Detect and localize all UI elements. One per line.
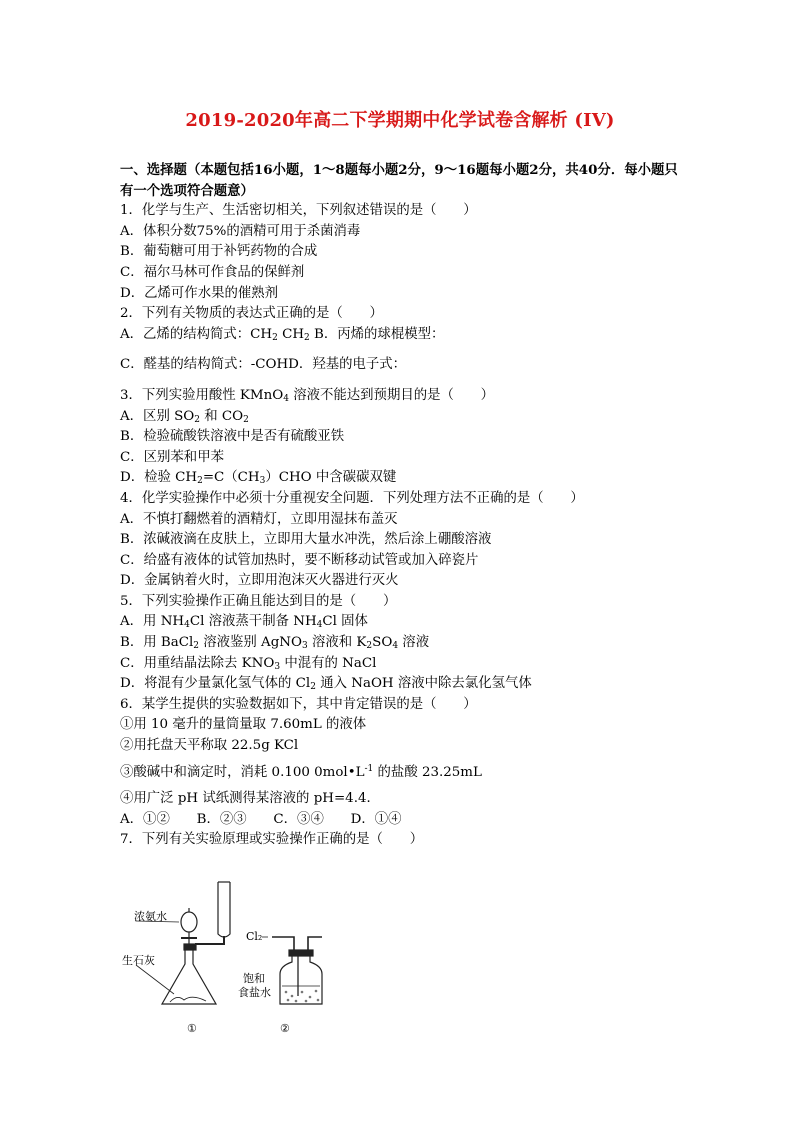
q6-options: A．①② B．②③ C．③④ D．①④ (120, 811, 402, 827)
q7-stem: 7．下列有关实验原理或实验操作正确的是（ ） (120, 832, 424, 848)
q1-option-a: A．体积分数75%的酒精可用于杀菌消毒 (120, 223, 361, 239)
label-apparatus-2: ② (280, 1022, 290, 1035)
q1-stem: 1．化学与生产、生活密切相关，下列叙述错误的是（ ） (120, 203, 477, 219)
label-brine-2: 食盐水 (238, 986, 271, 999)
q3-option-b: B．检验硫酸铁溶液中是否有硫酸亚铁 (120, 429, 345, 445)
q1-option-c: C．福尔马林可作食品的保鲜剂 (120, 264, 305, 280)
delivery-tube (195, 936, 224, 944)
q6-stem: 6．某学生提供的实验数据如下，其中肯定错误的是（ ） (120, 696, 477, 712)
q3-option-a: A．区别 $SO_2$ 和 $CO_2$ (120, 408, 249, 425)
q1-option-b: B．葡萄糖可用于补钙药物的合成 (120, 244, 318, 260)
wash-bottle (280, 956, 322, 1004)
q5-stem: 5．下列实验操作正确且能达到目的是（ ） (120, 593, 397, 609)
section-header: 一、选择题（本题包括16小题，1～8题每小题2分，9～16题每小题2分，共40分．每小题只有一个选项符合题意） (120, 162, 678, 199)
q6-item-2: ②用托盘天平称取 22.5g KCl (120, 738, 299, 754)
q4-option-b: B．浓碱液滴在皮肤上，立即用大量水冲洗，然后涂上硼酸溶液 (120, 532, 492, 548)
q2-option-cd: C．醛基的结构简式：-COHD．羟基的电子式： (120, 357, 407, 373)
q6-item-3: ③酸碱中和滴定时，消耗 0.100 $0mol•L^{-1}$ 的盐酸 23.25mL (120, 763, 482, 780)
page-title: 2019-2020年高二下学期期中化学试卷含解析 (IV) (185, 110, 615, 131)
q2-stem: 2．下列有关物质的表达式正确的是（ ） (120, 306, 383, 322)
q4-option-d: D．金属钠着火时，立即用泡沫灭火器进行灭火 (120, 573, 399, 589)
test-tube-inverted (218, 882, 230, 937)
q6-item-1: ①用 10 毫升的量筒量取 7.60mL 的液体 (120, 717, 367, 733)
q4-option-a: A．不慎打翻燃着的酒精灯，立即用湿抹布盖灭 (120, 511, 398, 527)
label-brine-1: 饱和 (243, 972, 265, 985)
q3-option-d: D．检验 $CH_2=C(CH_3)CHO$ 中含碳碳双键 (120, 470, 397, 487)
question-content (120, 160, 690, 851)
q4-stem: 4．化学实验操作中必须十分重视安全问题．下列处理方法不正确的是（ ） (120, 490, 584, 506)
separatory-funnel (181, 912, 197, 932)
q5-option-c: C．用重结晶法除去 $KNO_3$ 中混有的 NaCl (120, 655, 377, 672)
conical-flask (162, 950, 216, 1004)
q5-option-d: D．将混有少量氯化氢气体的 $Cl_2$ 通入 NaOH 溶液中除去氯化氢气体 (120, 676, 532, 693)
q4-option-c: C．给盛有液体的试管加热时，要不断移动试管或加入碎瓷片 (120, 552, 479, 568)
label-ammonia: 浓氨水 (134, 910, 167, 923)
q2-option-ab: A．乙烯的结构简式：$CH_2$ $CH_2$ B．丙烯的球棍模型： (120, 326, 445, 343)
label-apparatus-1: ① (187, 1022, 197, 1035)
q3-option-c: C．区别苯和甲苯 (120, 449, 224, 465)
q5-option-a: A．用 $NH_4Cl$ 溶液蒸干制备 $NH_4Cl$ 固体 (120, 614, 368, 631)
q6-item-4: ④用广泛 pH 试纸测得某溶液的 pH=4.4． (120, 791, 380, 807)
label-cl2: Cl₂ (246, 930, 263, 943)
apparatus-figure (122, 880, 342, 1040)
q1-option-d: D．乙烯可作水果的催熟剂 (120, 285, 279, 301)
q3-stem: 3．下列实验用酸性 KMnO$_4$ 溶液不能达到预期目的是（ ） (120, 387, 495, 404)
label-lime: 生石灰 (122, 954, 155, 967)
q5-option-b: B．用 BaCl$_2$ 溶液鉴别 AgNO$_3$ 溶液和 $K_2SO_4$ 溶液 (120, 635, 430, 652)
